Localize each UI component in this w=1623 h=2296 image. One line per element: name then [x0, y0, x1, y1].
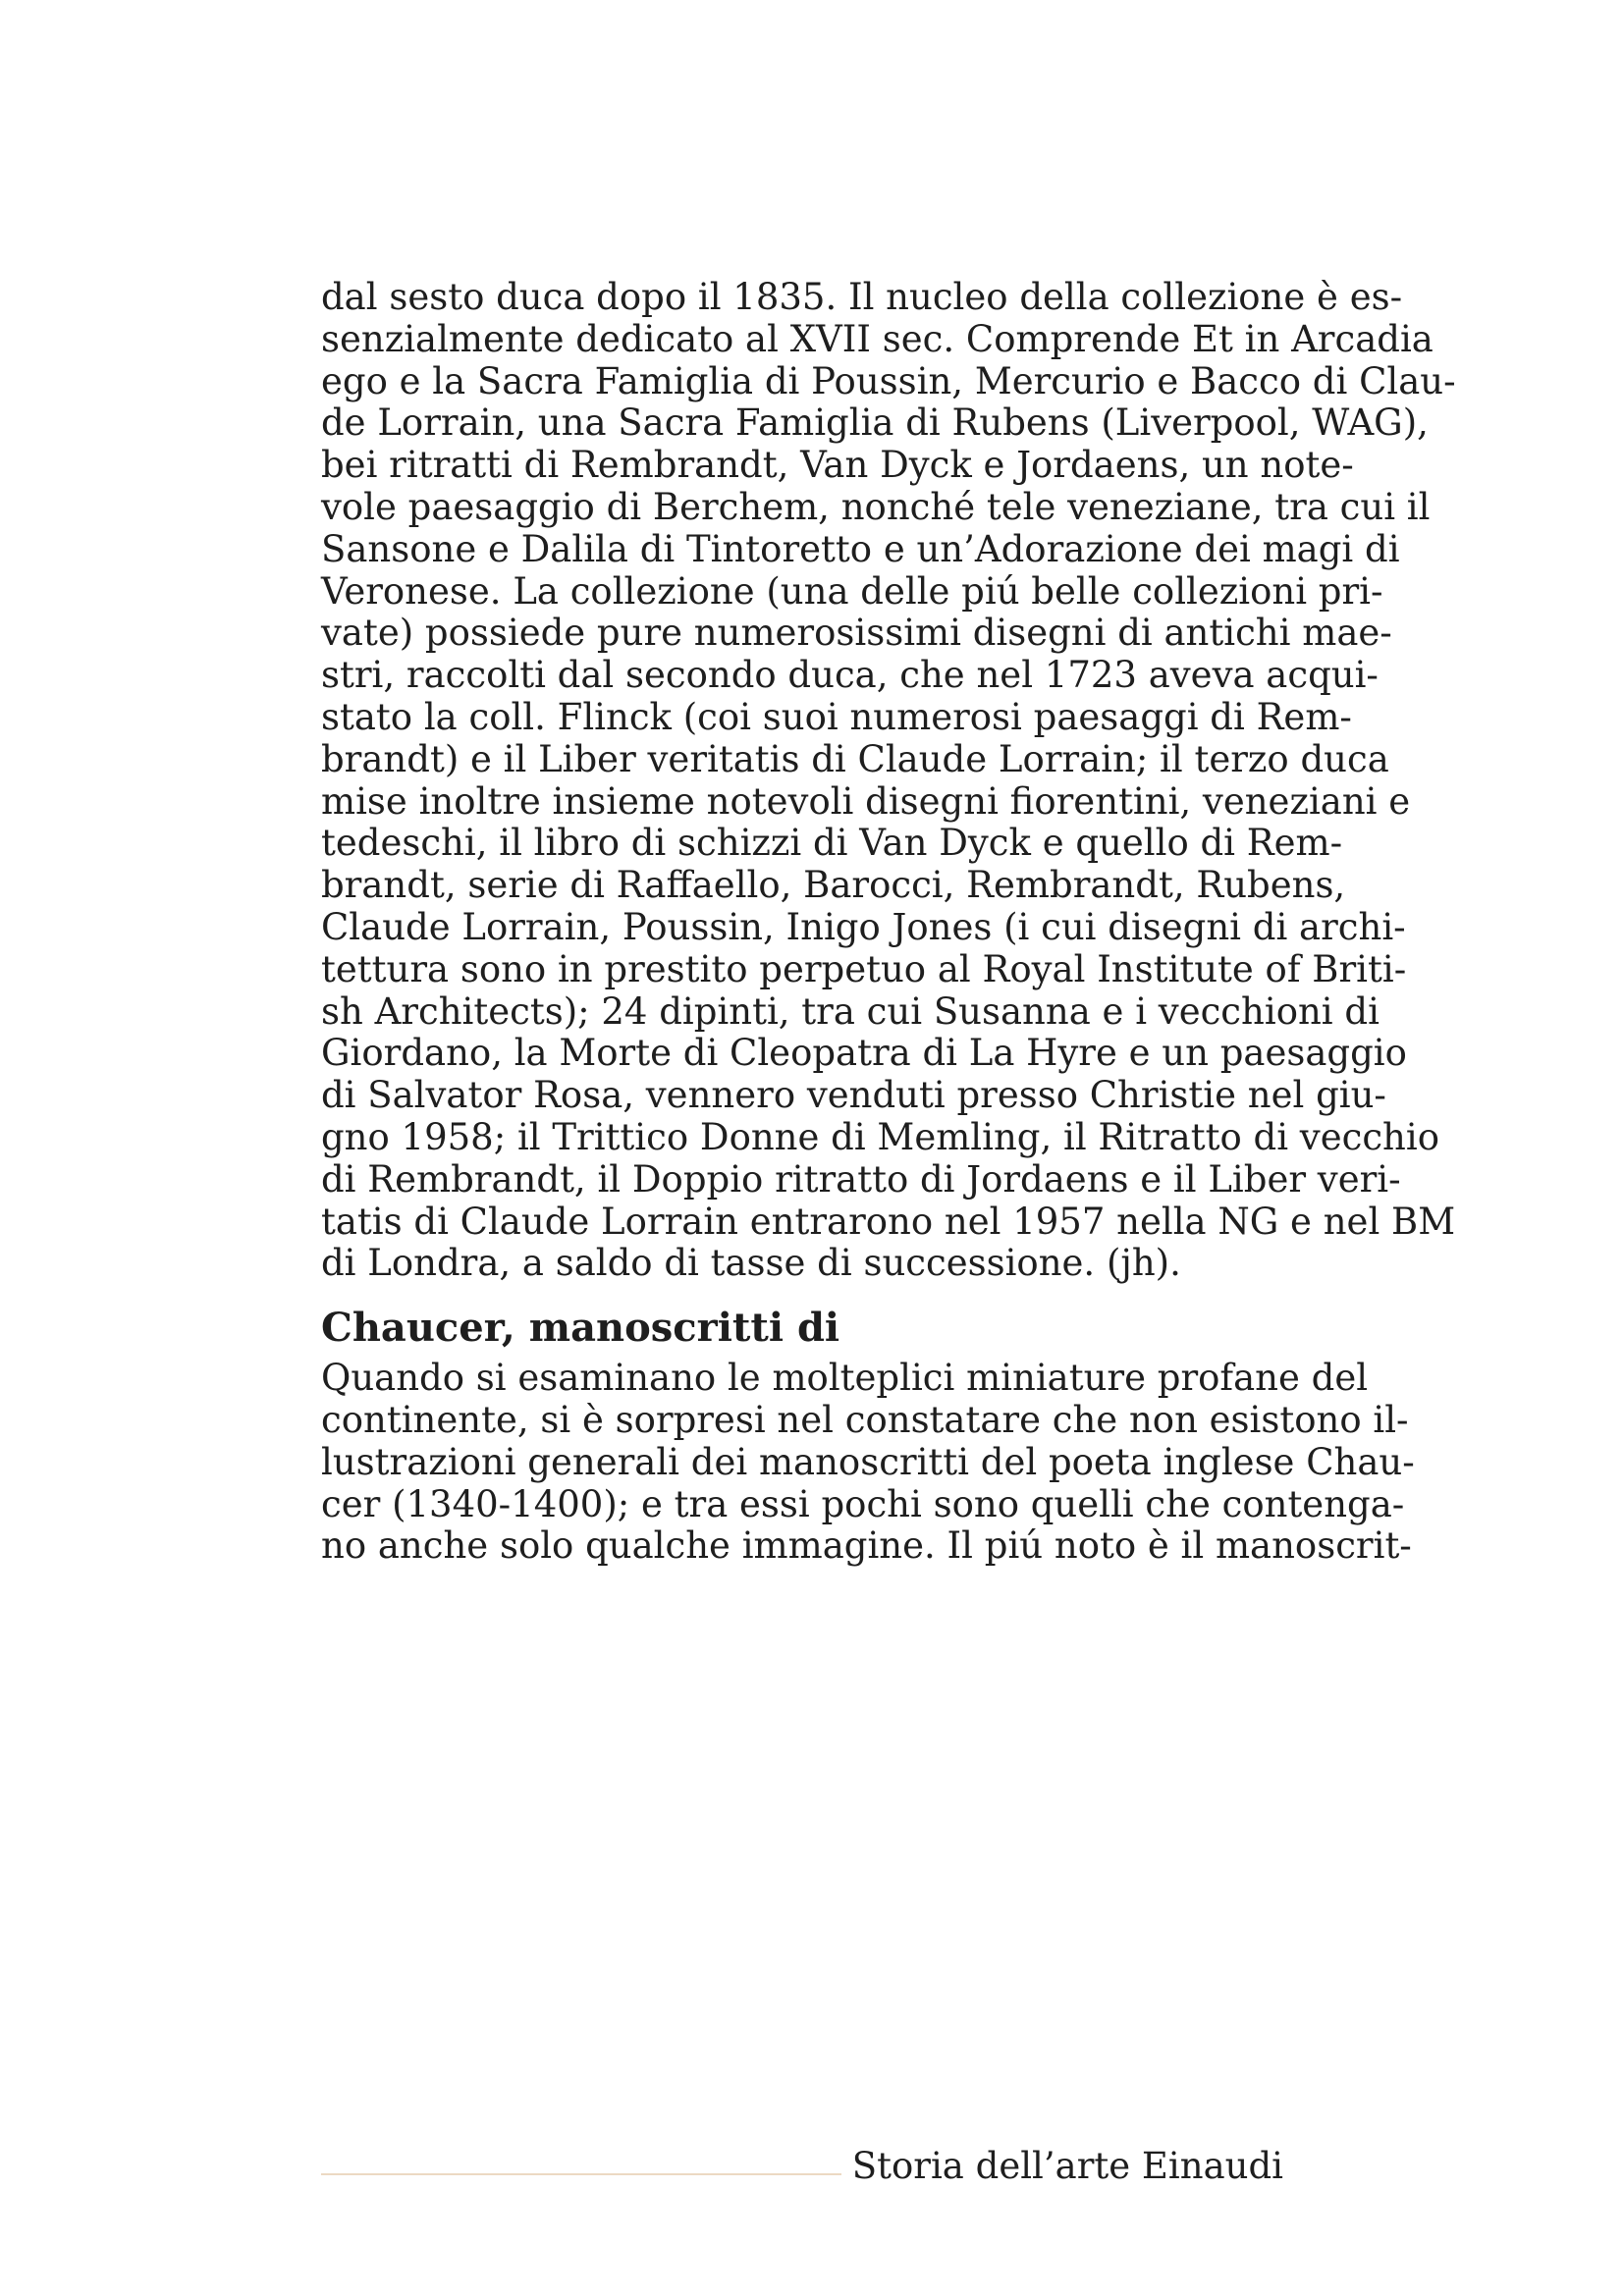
text-line: Veronese. La collezione (una delle piú belle collezioni pri- — [321, 569, 1383, 613]
text-line: senzialmente dedicato al XVII sec. Comprende Et in Arcadia — [321, 317, 1434, 360]
text-line: continente, si è sorpresi nel constatare che non esistono il- — [321, 1398, 1409, 1441]
paragraph — [321, 276, 1456, 1285]
text-line: Giordano, la Morte di Cleopatra di La Hyre e un paesaggio — [321, 1032, 1407, 1075]
text-line: dal sesto duca dopo il 1835. Il nucleo della collezione è es- — [321, 276, 1403, 318]
text-line: no anche solo qualche immagine. Il piú noto è il manoscrit- — [321, 1524, 1412, 1568]
text-line: tedeschi, il libro di schizzi di Van Dyck e quello di Rem- — [321, 822, 1343, 865]
text-line: Sansone e Dalila di Tintoretto e un’Adorazione dei magi di — [321, 527, 1400, 570]
text-line: brandt) e il Liber veritatis di Claude Lorrain; il terzo duca — [321, 737, 1389, 780]
text-line: di Londra, a saldo di tasse di successione. (jh). — [321, 1242, 1181, 1285]
text-line: Claude Lorrain, Poussin, Inigo Jones (i cui disegni di archi- — [321, 905, 1406, 948]
entry-heading: Chaucer, manoscritti di — [321, 1305, 840, 1352]
text-line: tettura sono in prestito perpetuo al Royal Institute of Briti- — [321, 947, 1407, 990]
text-line: vole paesaggio di Berchem, nonché tele veneziane, tra cui il — [321, 485, 1431, 528]
text-line: mise inoltre insieme notevoli disegni fiorentini, veneziani e — [321, 779, 1411, 823]
paragraph — [321, 1357, 1415, 1568]
text-line: lustrazioni generali dei manoscritti del poeta inglese Chau- — [321, 1440, 1415, 1483]
text-line: stri, raccolti dal secondo duca, che nel 1723 aveva acqui- — [321, 654, 1379, 697]
footer-rule — [321, 2173, 841, 2175]
text-line: gno 1958; il Trittico Donne di Memling, il Ritratto di vecchio — [321, 1115, 1439, 1158]
text-line: cer (1340-1400); e tra essi pochi sono quelli che contenga- — [321, 1482, 1405, 1525]
text-line: brandt, serie di Raffaello, Barocci, Rembrandt, Rubens, — [321, 864, 1346, 907]
footer-title: Storia dell’arte Einaudi — [851, 2145, 1283, 2187]
text-line: di Salvator Rosa, vennero venduti presso Christie nel giu- — [321, 1074, 1386, 1117]
text-line: Quando si esaminano le molteplici miniature profane del — [321, 1357, 1369, 1400]
text-line: sh Architects); 24 dipinti, tra cui Susanna e i vecchioni di — [321, 989, 1380, 1033]
text-line: di Rembrandt, il Doppio ritratto di Jordaens e il Liber veri- — [321, 1157, 1401, 1201]
text-line: de Lorrain, una Sacra Famiglia di Rubens (Liverpool, WAG), — [321, 401, 1429, 445]
text-line: tatis di Claude Lorrain entrarono nel 1957 nella NG e nel BM — [321, 1200, 1456, 1243]
text-line: ego e la Sacra Famiglia di Poussin, Mercurio e Bacco di Clau- — [321, 359, 1456, 402]
text-line: stato la coll. Flinck (coi suoi numerosi paesaggi di Rem- — [321, 695, 1352, 738]
main-text — [321, 276, 1456, 1568]
text-line: bei ritratti di Rembrandt, Van Dyck e Jordaens, un note- — [321, 444, 1354, 487]
text-line: vate) possiede pure numerosissimi disegni di antichi mae- — [321, 612, 1392, 655]
